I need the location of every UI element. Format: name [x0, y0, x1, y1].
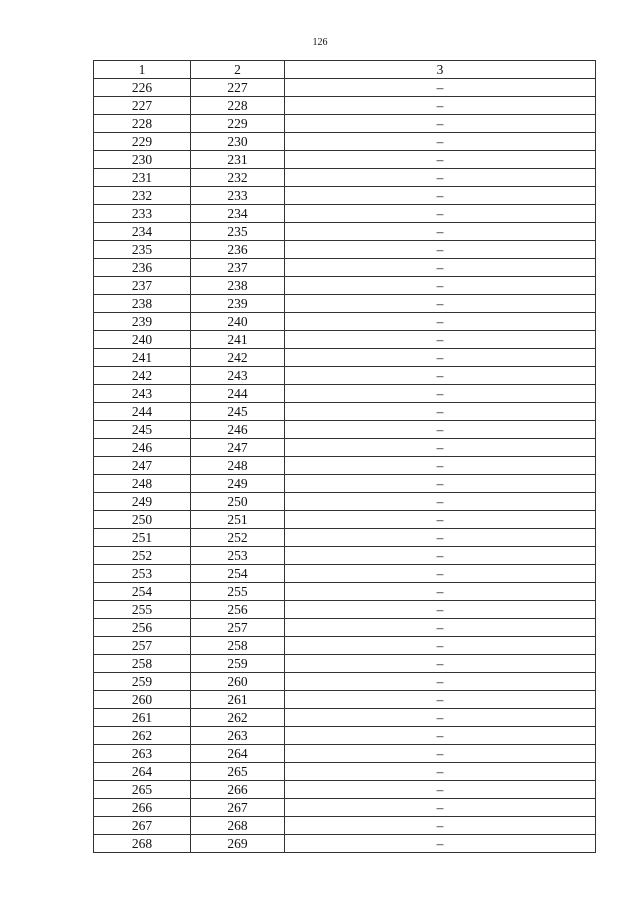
table-cell-col-2: 236 — [191, 241, 285, 259]
table-cell-col-1: 235 — [94, 241, 191, 259]
table-row — [94, 223, 596, 241]
table-cell-col-3: – — [285, 763, 596, 781]
table-cell-col-1: 263 — [94, 745, 191, 763]
table-header — [94, 61, 596, 79]
table-cell-col-2: 255 — [191, 583, 285, 601]
table-row — [94, 673, 596, 691]
table-cell-col-2: 260 — [191, 673, 285, 691]
table-cell-col-2: 239 — [191, 295, 285, 313]
table-cell-col-1: 246 — [94, 439, 191, 457]
table-cell-col-1: 261 — [94, 709, 191, 727]
table-cell-col-3: – — [285, 133, 596, 151]
table-cell-col-3: – — [285, 691, 596, 709]
table-cell-col-2: 242 — [191, 349, 285, 367]
table-cell-col-1: 252 — [94, 547, 191, 565]
table-row — [94, 565, 596, 583]
table-row — [94, 835, 596, 853]
table-cell-col-2: 245 — [191, 403, 285, 421]
table-cell-col-1: 268 — [94, 835, 191, 853]
table-cell-col-3: – — [285, 295, 596, 313]
table-cell-col-1: 233 — [94, 205, 191, 223]
table-cell-col-3: – — [285, 187, 596, 205]
table-cell-col-1: 228 — [94, 115, 191, 133]
table-cell-col-2: 268 — [191, 817, 285, 835]
column-header-2: 2 — [191, 61, 285, 79]
table-cell-col-2: 238 — [191, 277, 285, 295]
table-cell-col-1: 237 — [94, 277, 191, 295]
table-cell-col-1: 244 — [94, 403, 191, 421]
table-cell-col-1: 250 — [94, 511, 191, 529]
table-row — [94, 403, 596, 421]
table-row — [94, 439, 596, 457]
table-cell-col-2: 244 — [191, 385, 285, 403]
table-cell-col-3: – — [285, 367, 596, 385]
table-cell-col-2: 241 — [191, 331, 285, 349]
table-row — [94, 79, 596, 97]
table-cell-col-2: 258 — [191, 637, 285, 655]
table-cell-col-1: 266 — [94, 799, 191, 817]
table-row — [94, 133, 596, 151]
table-cell-col-2: 249 — [191, 475, 285, 493]
table-cell-col-1: 267 — [94, 817, 191, 835]
table-cell-col-1: 240 — [94, 331, 191, 349]
table-cell-col-3: – — [285, 655, 596, 673]
table-cell-col-3: – — [285, 331, 596, 349]
table-cell-col-3: – — [285, 511, 596, 529]
table-cell-col-3: – — [285, 745, 596, 763]
table-cell-col-2: 252 — [191, 529, 285, 547]
table-row — [94, 205, 596, 223]
table-cell-col-3: – — [285, 601, 596, 619]
table-cell-col-1: 227 — [94, 97, 191, 115]
table-row — [94, 349, 596, 367]
column-header-1: 1 — [94, 61, 191, 79]
table-cell-col-1: 230 — [94, 151, 191, 169]
table-cell-col-3: – — [285, 223, 596, 241]
table-cell-col-2: 267 — [191, 799, 285, 817]
table-cell-col-2: 253 — [191, 547, 285, 565]
table-cell-col-3: – — [285, 259, 596, 277]
table-cell-col-2: 246 — [191, 421, 285, 439]
table-row — [94, 691, 596, 709]
table-cell-col-2: 231 — [191, 151, 285, 169]
table-cell-col-3: – — [285, 115, 596, 133]
table-cell-col-1: 256 — [94, 619, 191, 637]
table-cell-col-1: 238 — [94, 295, 191, 313]
table-cell-col-2: 234 — [191, 205, 285, 223]
table-cell-col-3: – — [285, 151, 596, 169]
table-cell-col-2: 259 — [191, 655, 285, 673]
table-cell-col-1: 242 — [94, 367, 191, 385]
table-row — [94, 115, 596, 133]
table-cell-col-2: 237 — [191, 259, 285, 277]
table-cell-col-2: 251 — [191, 511, 285, 529]
table-cell-col-2: 248 — [191, 457, 285, 475]
table-cell-col-1: 239 — [94, 313, 191, 331]
table-row — [94, 493, 596, 511]
table-cell-col-1: 249 — [94, 493, 191, 511]
table-row — [94, 169, 596, 187]
table-cell-col-2: 243 — [191, 367, 285, 385]
table-cell-col-3: – — [285, 817, 596, 835]
table-row — [94, 583, 596, 601]
table-row — [94, 745, 596, 763]
table-cell-col-1: 251 — [94, 529, 191, 547]
table-cell-col-3: – — [285, 727, 596, 745]
table-cell-col-3: – — [285, 79, 596, 97]
table-cell-col-2: 257 — [191, 619, 285, 637]
table-cell-col-1: 253 — [94, 565, 191, 583]
table-cell-col-1: 236 — [94, 259, 191, 277]
table-row — [94, 475, 596, 493]
table-row — [94, 547, 596, 565]
table-cell-col-1: 248 — [94, 475, 191, 493]
page-number: 126 — [312, 37, 328, 48]
table-row — [94, 781, 596, 799]
table-cell-col-1: 247 — [94, 457, 191, 475]
table-row — [94, 277, 596, 295]
table-cell-col-2: 263 — [191, 727, 285, 745]
table-cell-col-1: 241 — [94, 349, 191, 367]
table-cell-col-1: 262 — [94, 727, 191, 745]
table-cell-col-3: – — [285, 403, 596, 421]
table-row — [94, 421, 596, 439]
table-cell-col-3: – — [285, 709, 596, 727]
table-cell-col-2: 229 — [191, 115, 285, 133]
table-cell-col-3: – — [285, 637, 596, 655]
table-cell-col-1: 259 — [94, 673, 191, 691]
table-cell-col-1: 243 — [94, 385, 191, 403]
table-cell-col-1: 232 — [94, 187, 191, 205]
table-cell-col-3: – — [285, 421, 596, 439]
table-cell-col-3: – — [285, 475, 596, 493]
table-cell-col-2: 261 — [191, 691, 285, 709]
table-cell-col-2: 262 — [191, 709, 285, 727]
table-row — [94, 529, 596, 547]
table-row — [94, 241, 596, 259]
table-cell-col-3: – — [285, 205, 596, 223]
table-cell-col-1: 229 — [94, 133, 191, 151]
table-cell-col-3: – — [285, 439, 596, 457]
table-row — [94, 709, 596, 727]
table-cell-col-3: – — [285, 781, 596, 799]
table-row — [94, 763, 596, 781]
table-cell-col-2: 230 — [191, 133, 285, 151]
table-row — [94, 151, 596, 169]
table-row — [94, 799, 596, 817]
table-cell-col-3: – — [285, 673, 596, 691]
table-row — [94, 511, 596, 529]
table-cell-col-1: 254 — [94, 583, 191, 601]
table-row — [94, 385, 596, 403]
table-cell-col-2: 235 — [191, 223, 285, 241]
table-cell-col-3: – — [285, 169, 596, 187]
table-row — [94, 655, 596, 673]
table-cell-col-1: 257 — [94, 637, 191, 655]
table-row — [94, 259, 596, 277]
table-cell-col-2: 264 — [191, 745, 285, 763]
table-cell-col-2: 228 — [191, 97, 285, 115]
table-cell-col-1: 260 — [94, 691, 191, 709]
column-header-3: 3 — [285, 61, 596, 79]
table-cell-col-1: 245 — [94, 421, 191, 439]
table-row — [94, 295, 596, 313]
table-cell-col-2: 256 — [191, 601, 285, 619]
table-cell-col-1: 234 — [94, 223, 191, 241]
table-cell-col-3: – — [285, 529, 596, 547]
table-cell-col-1: 255 — [94, 601, 191, 619]
table-cell-col-3: – — [285, 457, 596, 475]
header-row — [94, 61, 596, 79]
table-cell-col-3: – — [285, 547, 596, 565]
table-cell-col-3: – — [285, 313, 596, 331]
table-cell-col-2: 250 — [191, 493, 285, 511]
table-row — [94, 637, 596, 655]
table-cell-col-3: – — [285, 619, 596, 637]
table-cell-col-3: – — [285, 565, 596, 583]
table-row — [94, 619, 596, 637]
table-cell-col-2: 254 — [191, 565, 285, 583]
table-row — [94, 367, 596, 385]
table-cell-col-3: – — [285, 799, 596, 817]
data-table — [93, 60, 596, 853]
table-cell-col-1: 265 — [94, 781, 191, 799]
table-cell-col-3: – — [285, 493, 596, 511]
table-cell-col-3: – — [285, 835, 596, 853]
table-row — [94, 727, 596, 745]
table-row — [94, 457, 596, 475]
table-cell-col-1: 231 — [94, 169, 191, 187]
table-row — [94, 331, 596, 349]
table-row — [94, 817, 596, 835]
table-cell-col-3: – — [285, 385, 596, 403]
table-row — [94, 313, 596, 331]
table-row — [94, 97, 596, 115]
table-cell-col-3: – — [285, 241, 596, 259]
table-row — [94, 601, 596, 619]
table-cell-col-3: – — [285, 97, 596, 115]
table-cell-col-2: 240 — [191, 313, 285, 331]
table-cell-col-1: 226 — [94, 79, 191, 97]
table-cell-col-2: 227 — [191, 79, 285, 97]
table-cell-col-2: 269 — [191, 835, 285, 853]
table-cell-col-2: 265 — [191, 763, 285, 781]
table-cell-col-3: – — [285, 277, 596, 295]
table-cell-col-2: 233 — [191, 187, 285, 205]
table-cell-col-3: – — [285, 583, 596, 601]
table-cell-col-2: 232 — [191, 169, 285, 187]
table-cell-col-1: 264 — [94, 763, 191, 781]
table-cell-col-2: 247 — [191, 439, 285, 457]
table-row — [94, 187, 596, 205]
table-cell-col-3: – — [285, 349, 596, 367]
table-body — [94, 79, 596, 853]
table-cell-col-1: 258 — [94, 655, 191, 673]
table-cell-col-2: 266 — [191, 781, 285, 799]
